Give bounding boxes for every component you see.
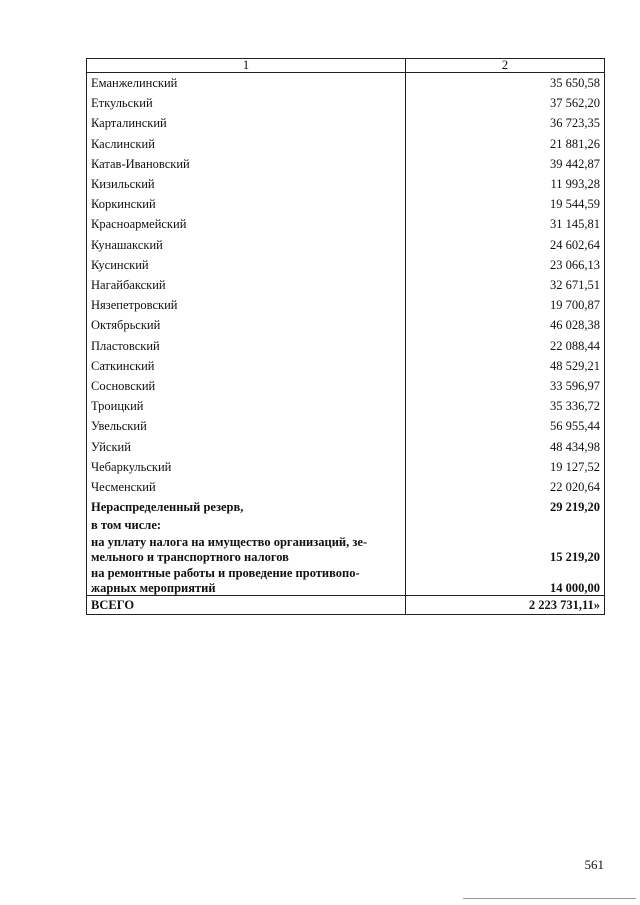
- district-value: 33 596,97: [406, 376, 605, 396]
- district-name: Катав-Ивановский: [87, 154, 406, 174]
- district-name: Чебаркульский: [87, 457, 406, 477]
- repair-value: 14 000,00: [406, 564, 605, 596]
- district-value: 35 650,58: [406, 73, 605, 94]
- district-value: 32 671,51: [406, 275, 605, 295]
- table-row: [87, 154, 605, 174]
- tax-row: [87, 533, 605, 564]
- total-row: [87, 596, 605, 615]
- district-name: Еманжелинский: [87, 73, 406, 94]
- column-header-1: 1: [87, 59, 406, 73]
- total-label: ВСЕГО: [87, 596, 406, 615]
- including-label: в том числе:: [87, 517, 406, 533]
- table-row: [87, 356, 605, 376]
- district-value: 22 020,64: [406, 477, 605, 497]
- district-name: Еткульский: [87, 93, 406, 113]
- district-value: 21 881,26: [406, 134, 605, 154]
- district-name: Карталинский: [87, 113, 406, 133]
- table-row: [87, 336, 605, 356]
- table-row: [87, 396, 605, 416]
- table-row: [87, 255, 605, 275]
- district-value: 46 028,38: [406, 315, 605, 335]
- table-row: [87, 214, 605, 234]
- column-header-2: 2: [406, 59, 605, 73]
- reserve-label: Нераспределенный резерв,: [87, 497, 406, 517]
- tax-label-line1: на уплату налога на имущество организаций, зе-: [91, 535, 368, 550]
- repair-label-line2: жарных мероприятий: [91, 580, 216, 595]
- district-name: Нагайбакский: [87, 275, 406, 295]
- district-name: Кизильский: [87, 174, 406, 194]
- table-row: [87, 477, 605, 497]
- district-value: 19 700,87: [406, 295, 605, 315]
- table-row: [87, 113, 605, 133]
- table-row: [87, 235, 605, 255]
- budget-table: [86, 58, 605, 615]
- district-value: 35 336,72: [406, 396, 605, 416]
- district-value: 39 442,87: [406, 154, 605, 174]
- page-number: 561: [584, 857, 604, 872]
- district-value: 19 544,59: [406, 194, 605, 214]
- district-value: 23 066,13: [406, 255, 605, 275]
- district-name: Октябрьский: [87, 315, 406, 335]
- repair-row: [87, 564, 605, 596]
- district-name: Красноармейский: [87, 214, 406, 234]
- repair-label-line1: на ремонтные работы и проведение противопо-: [91, 566, 360, 581]
- tax-value: 15 219,20: [406, 533, 605, 564]
- district-name: Нязепетровский: [87, 295, 406, 315]
- table-row: [87, 416, 605, 436]
- district-name: Чесменский: [87, 477, 406, 497]
- district-value: 19 127,52: [406, 457, 605, 477]
- district-name: Кунашакский: [87, 235, 406, 255]
- reserve-value: 29 219,20: [406, 497, 605, 517]
- district-value: 56 955,44: [406, 416, 605, 436]
- district-name: Пластовский: [87, 336, 406, 356]
- district-value: 11 993,28: [406, 174, 605, 194]
- district-value: 36 723,35: [406, 113, 605, 133]
- district-value: 31 145,81: [406, 214, 605, 234]
- district-name: Каслинский: [87, 134, 406, 154]
- including-row: [87, 517, 605, 533]
- district-value: 22 088,44: [406, 336, 605, 356]
- district-value: 48 529,21: [406, 356, 605, 376]
- table-row: [87, 73, 605, 94]
- district-name: Увельский: [87, 416, 406, 436]
- table-row: [87, 437, 605, 457]
- tax-label-line2: мельного и транспортного налогов: [91, 549, 289, 564]
- table-row: [87, 174, 605, 194]
- table-row: [87, 275, 605, 295]
- district-name: Сосновский: [87, 376, 406, 396]
- table-row: [87, 295, 605, 315]
- district-value: 48 434,98: [406, 437, 605, 457]
- table-row: [87, 457, 605, 477]
- table-row: [87, 376, 605, 396]
- district-name: Уйский: [87, 437, 406, 457]
- table-header-row: [87, 59, 605, 73]
- total-value: 2 223 731,11»: [406, 596, 605, 615]
- district-name: Коркинский: [87, 194, 406, 214]
- repair-label: [87, 564, 406, 596]
- reserve-row: [87, 497, 605, 517]
- table-row: [87, 315, 605, 335]
- district-name: Саткинский: [87, 356, 406, 376]
- table-row: [87, 93, 605, 113]
- district-name: Троицкий: [87, 396, 406, 416]
- tax-label: [87, 533, 406, 564]
- district-name: Кусинский: [87, 255, 406, 275]
- table-row: [87, 194, 605, 214]
- footer-rule: [463, 898, 636, 899]
- district-value: 24 602,64: [406, 235, 605, 255]
- table-row: [87, 134, 605, 154]
- district-value: 37 562,20: [406, 93, 605, 113]
